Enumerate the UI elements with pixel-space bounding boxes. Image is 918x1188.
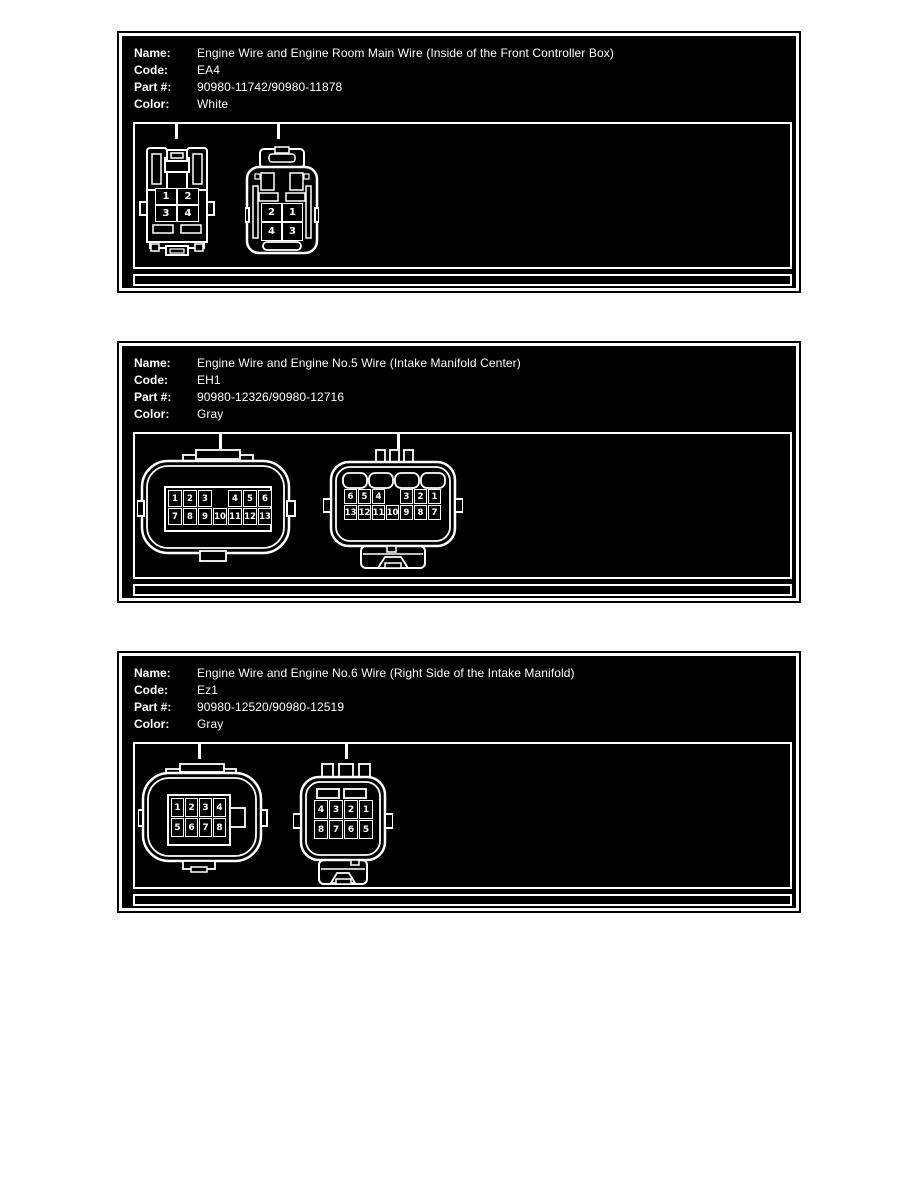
pin-3: 3 bbox=[198, 490, 212, 507]
code-value: Ez1 bbox=[197, 683, 218, 697]
connector-diagram-area bbox=[133, 122, 792, 269]
connector-drawing-male bbox=[245, 146, 319, 256]
pin-8: 8 bbox=[183, 508, 197, 525]
code-label: Code: bbox=[134, 683, 168, 697]
name-label: Name: bbox=[134, 46, 171, 60]
pin-6: 6 bbox=[344, 489, 357, 504]
pin-grid bbox=[261, 203, 303, 241]
wire-pointer-tick bbox=[277, 124, 280, 139]
pin-13: 13 bbox=[344, 505, 357, 520]
pin-12: 12 bbox=[243, 508, 257, 525]
pin-2: 2 bbox=[185, 798, 198, 817]
pin-1: 1 bbox=[155, 188, 177, 205]
part-value: 90980-11742/90980-11878 bbox=[197, 80, 343, 94]
pin-7: 7 bbox=[199, 818, 212, 837]
part-label: Part #: bbox=[134, 390, 172, 404]
pin-9: 9 bbox=[400, 505, 413, 520]
connector-drawing-female bbox=[137, 449, 297, 568]
pin-10: 10 bbox=[386, 505, 399, 520]
pin-1: 1 bbox=[428, 489, 441, 504]
color-value: Gray bbox=[197, 407, 224, 421]
panel-footer-strip bbox=[133, 584, 792, 596]
pin-4: 4 bbox=[228, 490, 242, 507]
pin-grid bbox=[155, 188, 199, 222]
pin-3: 3 bbox=[199, 798, 212, 817]
pin-4: 4 bbox=[213, 798, 226, 817]
connector-drawing-male bbox=[293, 762, 393, 889]
pin-5: 5 bbox=[243, 490, 257, 507]
wire-pointer-tick bbox=[198, 744, 201, 759]
pin-grid bbox=[168, 490, 272, 525]
pin-1: 1 bbox=[282, 203, 303, 222]
pin-4: 4 bbox=[177, 205, 199, 222]
connector-spec-panel-ez1 bbox=[119, 653, 799, 911]
name-label: Name: bbox=[134, 356, 171, 370]
pin-2: 2 bbox=[344, 800, 358, 819]
pin-11: 11 bbox=[372, 505, 385, 520]
panel-header bbox=[122, 36, 796, 113]
connector-drawing-female bbox=[138, 762, 268, 873]
name-value: Engine Wire and Engine No.5 Wire (Intake Manifold Center) bbox=[197, 356, 521, 370]
connector-drawing-male bbox=[323, 449, 463, 571]
pin-3: 3 bbox=[282, 222, 303, 241]
name-value: Engine Wire and Engine No.6 Wire (Right Side of the Intake Manifold) bbox=[197, 666, 575, 680]
pin-grid bbox=[314, 800, 373, 839]
wire-pointer-tick bbox=[175, 124, 178, 139]
pin-2: 2 bbox=[414, 489, 427, 504]
pin-4: 4 bbox=[314, 800, 328, 819]
code-value: EA4 bbox=[197, 63, 220, 77]
pin-3: 3 bbox=[329, 800, 343, 819]
code-label: Code: bbox=[134, 373, 168, 387]
connector-spec-panel-eh1 bbox=[119, 343, 799, 601]
panel-footer-strip bbox=[133, 274, 792, 286]
part-value: 90980-12326/90980-12716 bbox=[197, 390, 345, 404]
pin-3: 3 bbox=[155, 205, 177, 222]
color-label: Color: bbox=[134, 717, 170, 731]
pin-2: 2 bbox=[261, 203, 282, 222]
part-label: Part #: bbox=[134, 80, 172, 94]
pin-grid bbox=[344, 489, 441, 520]
pin-8: 8 bbox=[314, 820, 328, 839]
wire-pointer-tick bbox=[345, 744, 348, 759]
pin-1: 1 bbox=[168, 490, 182, 507]
color-value: White bbox=[197, 97, 229, 111]
connector-diagram-area bbox=[133, 432, 792, 579]
color-label: Color: bbox=[134, 407, 170, 421]
pin-7: 7 bbox=[329, 820, 343, 839]
pin-10: 10 bbox=[213, 508, 227, 525]
connector-spec-panel-ea4 bbox=[119, 33, 799, 291]
panel-footer-strip bbox=[133, 894, 792, 906]
pin-5: 5 bbox=[359, 820, 373, 839]
name-value: Engine Wire and Engine Room Main Wire (Inside of the Front Controller Box) bbox=[197, 46, 614, 60]
pin-5: 5 bbox=[358, 489, 371, 504]
connector-diagram-area bbox=[133, 742, 792, 889]
pin-8: 8 bbox=[414, 505, 427, 520]
pin-gap bbox=[386, 489, 399, 504]
pin-3: 3 bbox=[400, 489, 413, 504]
pin-11: 11 bbox=[228, 508, 242, 525]
pin-8: 8 bbox=[213, 818, 226, 837]
pin-6: 6 bbox=[185, 818, 198, 837]
pin-7: 7 bbox=[168, 508, 182, 525]
connector-drawing-female bbox=[139, 145, 219, 257]
pin-1: 1 bbox=[359, 800, 373, 819]
panel-header bbox=[122, 346, 796, 423]
pin-7: 7 bbox=[428, 505, 441, 520]
pin-2: 2 bbox=[177, 188, 199, 205]
pin-4: 4 bbox=[372, 489, 385, 504]
color-value: Gray bbox=[197, 717, 224, 731]
part-value: 90980-12520/90980-12519 bbox=[197, 700, 345, 714]
panel-header bbox=[122, 656, 796, 733]
color-label: Color: bbox=[134, 97, 170, 111]
part-label: Part #: bbox=[134, 700, 172, 714]
pin-13: 13 bbox=[258, 508, 272, 525]
wire-pointer-tick bbox=[219, 434, 222, 449]
pin-5: 5 bbox=[171, 818, 184, 837]
name-label: Name: bbox=[134, 666, 171, 680]
pin-4: 4 bbox=[261, 222, 282, 241]
wire-pointer-tick bbox=[397, 434, 400, 449]
pin-9: 9 bbox=[198, 508, 212, 525]
code-value: EH1 bbox=[197, 373, 221, 387]
pin-1: 1 bbox=[171, 798, 184, 817]
pin-12: 12 bbox=[358, 505, 371, 520]
code-label: Code: bbox=[134, 63, 168, 77]
pin-6: 6 bbox=[344, 820, 358, 839]
pin-6: 6 bbox=[258, 490, 272, 507]
pin-2: 2 bbox=[183, 490, 197, 507]
pin-grid bbox=[171, 798, 226, 837]
pin-gap bbox=[213, 490, 227, 507]
